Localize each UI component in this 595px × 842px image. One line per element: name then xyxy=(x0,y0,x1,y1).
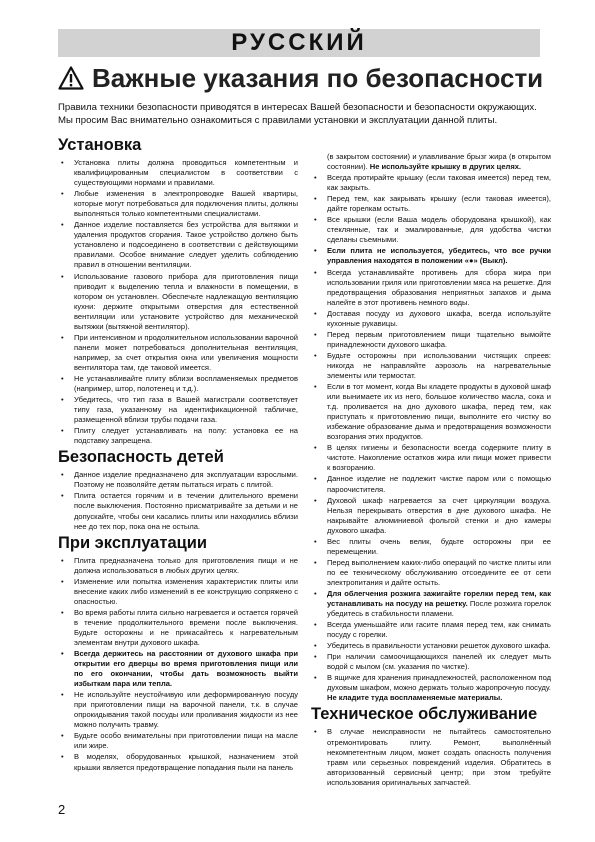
list-item: • Перед тем, как закрывать крышку (если таковая имеется), дайте горелкам остыть. xyxy=(311,194,551,214)
list-item: • Не используйте неустойчивую или деформированную посуду при приготовлении пищи на варочной панели, т.к. в случае опрокидывания такой посуды или проливания жидкости из нее можно получить травму. xyxy=(58,690,298,730)
left-column xyxy=(58,136,298,775)
right-column xyxy=(311,152,551,790)
list-item: • Данное изделие поставляется без устройства для вытяжки и удаления продуктов сгорания. Такое устройство должно быть установлено и подсоединено в соответствии с действующими правилами. Особое внимание следует уделить соблюдению правил в отношении вентиляции. xyxy=(58,220,298,270)
regular-text: После розжига горелок убедитесь в стабильности пламени. xyxy=(327,599,551,619)
operation-list xyxy=(58,556,298,773)
bold-text: Не кладите туда воспламеняемые материалы. xyxy=(327,693,503,703)
service-list xyxy=(311,727,551,787)
list-item: • Если плита не используется, убедитесь, что все ручки управления находятся в положении «●» (Выкл). xyxy=(311,246,551,266)
list-item: • Доставая посуду из духового шкафа, всегда используйте кухонные рукавицы. xyxy=(311,309,551,329)
intro-paragraph: Правила техники безопасности приводятся в интересах Вашей безопасности и безопасности окружающих. Мы просим Вас внимательно ознакомиться с правилами установки и эксплуатации данной плиты. xyxy=(58,102,537,126)
list-item: • Все крышки (если Ваша модель оборудована крышкой), как стеклянные, так и эмалированные, для удобства чистки сделаны съемными. xyxy=(311,215,551,245)
list-item: • В целях гигиены и безопасности всегда содержите плиту в чистоте. Накопление остатков жира или пищи может привести к возгоранию. xyxy=(311,443,551,473)
section-heading-service: Техническое обслуживание xyxy=(311,705,538,724)
list-item xyxy=(311,673,551,703)
list-item: • Перед первым приготовлением пищи тщательно вымойте принадлежности духового шкафа. xyxy=(311,330,551,350)
section-heading-install: Установка xyxy=(58,136,142,154)
title-text: Важные указания по безопасности xyxy=(92,62,544,93)
page-number: 2 xyxy=(58,802,66,817)
list-item xyxy=(311,589,551,619)
list-item: • Любые изменения в электропроводке Вашей квартиры, которые могут потребоваться для подключения плиты, должны выполняться только компетентными специалистами. xyxy=(58,189,298,219)
continuation-text: (в закрытом состоянии) и улавливание брызг жира (в открытом состоянии). xyxy=(327,152,551,172)
list-item: • Данное изделие предназначено для эксплуатации взрослыми. Поэтому не позволяйте детям пытаться играть с плитой. xyxy=(58,470,298,490)
list-item: • Не устанавливайте плиту вблизи воспламеняемых предметов (например, штор, полотенец и т.д.). xyxy=(58,374,298,394)
list-item: • Будьте осторожны при использовании чистящих спреев: никогда не направляйте аэрозоль на нагревательные элементы или термостат. xyxy=(311,351,551,381)
warning-icon xyxy=(58,66,84,90)
list-item: • Убедитесь в правильности установки решеток духового шкафа. xyxy=(311,641,551,651)
list-item: • В случае неисправности не пытайтесь самостоятельно отремонтировать плиту. Ремонт, выполнённый некомпетентным лицом, может создать опасность получения травм или серьезных повреждений изделия. Обратитесь в авторизованный сервисный центр; при этом требуйте использования оригинальных запчастей. xyxy=(311,727,551,787)
language-header xyxy=(58,29,540,57)
section-heading-operation: При эксплуатации xyxy=(58,533,208,552)
install-list xyxy=(58,158,298,446)
list-item: • При наличии самоочищающихся панелей их следует мыть водой с мылом (см. указания по чистке). xyxy=(311,652,551,672)
language-label: РУССКИЙ xyxy=(231,29,367,56)
list-item: • Плита предназначена только для приготовления пищи и не должна использоваться в любых других целях. xyxy=(58,556,298,576)
section-heading-children: Безопасность детей xyxy=(58,448,224,467)
list-item: • Убедитесь, что тип газа в Вашей магистрали соответствует типу газа, указанному на идентификационной табличке, размещенной вблизи трубы подачи газа. xyxy=(58,395,298,425)
operation-list-continued xyxy=(311,152,551,703)
list-item: • Использование газового прибора для приготовления пищи приводит к выделению тепла и влажности в помещении, в котором он установлен. Обеспечьте надлежащую вентиляцию кухни: держите открытыми отверстия для естественной вентиляции или установите устройство для механической вытяжки (вытяжной вентилятор). xyxy=(58,272,298,332)
list-item: • Всегда устанавливайте противень для сбора жира при использовании гриля или приготовлении мяса на решетке. Для предотвращения образования неприятных запахов и дыма налейте в этот противень немного воды. xyxy=(311,268,551,308)
list-item: • Всегда держитесь на расстоянии от духового шкафа при открытии его дверцы во время приготовления пищи или по его окончании, чтобы дать возможность выйти избыткам пара или тепла. xyxy=(58,649,298,689)
list-item: • В моделях, оборудованных крышкой, назначением этой крышки является предотвращение попадания пыли на панель xyxy=(58,752,298,772)
list-item: • Данное изделие не подлежит чистке паром или с помощью пароочистителя. xyxy=(311,474,551,494)
list-item: • Всегда протирайте крышку (если таковая имеется) перед тем, как закрыть. xyxy=(311,173,551,193)
continuation-bold: Не используйте крышку в других целях. xyxy=(369,162,522,172)
list-item: • Изменение или попытка изменения характеристик плиты или внесение каких либо изменений в ее конструкцию сопряжено с опасностью. xyxy=(58,577,298,607)
list-item: • Установка плиты должна проводиться компетентным и квалифицированным специалистом в соответствии с существующими нормами и правилами. xyxy=(58,158,298,188)
list-item: • Если в тот момент, когда Вы кладете продукты в духовой шкаф или вынимаете их из него, большое количество масла, сока и т.д. проливается на дно духового шкафа, перед тем, как приступать к приготовлению пищи, выполните его чистку во избежание образование дыма и предотвращения возможности возгорания этих продуктов. xyxy=(311,382,551,442)
list-item: • Плита остается горячим и в течении длительного времени после выключения. Постоянно присматривайте за детьми и не допускайте, чтобы они касались плиты или находились вблизи нее до тех пор, пока она не остыла. xyxy=(58,491,298,531)
list-item: • Всегда уменьшайте или гасите пламя перед тем, как снимать посуду с горелки. xyxy=(311,620,551,640)
list-item: • Духовой шкаф нагревается за счет циркуляции воздуха. Нельзя перекрывать отверстия в дне духового шкафа. Не накрывайте алюминиевой фольгой стенки и дно камеры духового шкафа. xyxy=(311,496,551,536)
list-item: • При интенсивном и продолжительном использовании варочной панели может потребоваться дополнительная вентиляция, например, за счет открытия окна или увеличения мощности вентилятора там, где таковой имеется. xyxy=(58,333,298,373)
list-item-continuation xyxy=(311,152,551,172)
list-item: • Перед выполнением каких-либо операций по чистке плиты или по ее техническому обслуживанию отсоедините ее от сети электропитания и дайте остыть. xyxy=(311,558,551,588)
bold-text: Для облегчения розжига зажигайте горелки перед тем, как устанавливать на посуду на решетку. xyxy=(327,588,551,609)
list-item: • Во время работы плита сильно нагревается и остается горячей в течение продолжительного времени после выключения. Будьте осторожны и не прикасайтесь к нагревательным элементам внутри духового шкафа. xyxy=(58,608,298,648)
children-list xyxy=(58,470,298,531)
list-item: • Плиту следует устанавливать на полу: установка ее на подставку запрещена. xyxy=(58,426,298,446)
regular-text: В ящичке для хранения принадлежностей, расположенном под духовым шкафом, можно держать только жаропрочную посуду. xyxy=(327,673,551,693)
page-title xyxy=(58,62,558,94)
list-item: • Будьте особо внимательны при приготовлении пищи на масле или жире. xyxy=(58,731,298,751)
list-item: • Вес плиты очень велик, будьте осторожны при ее перемещении. xyxy=(311,537,551,557)
